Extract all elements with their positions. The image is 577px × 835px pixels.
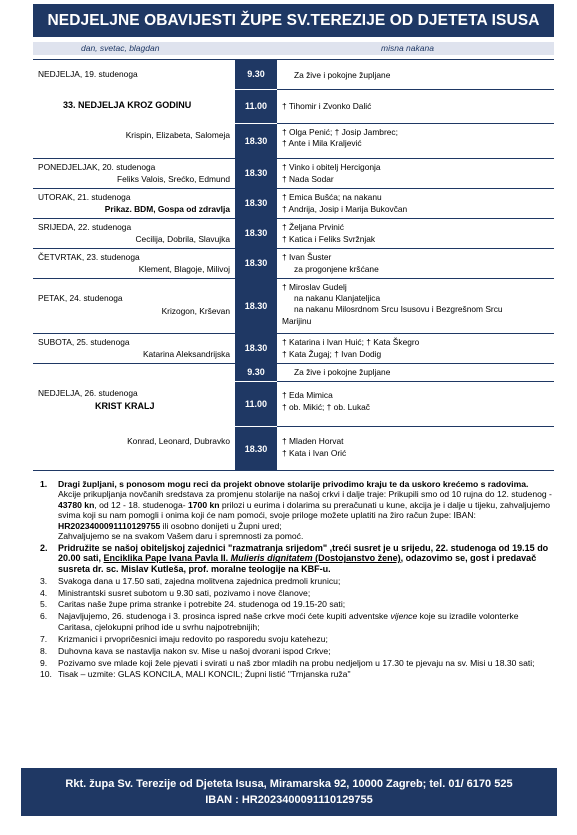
intention: † Vinko i obitelj Hercigonja [282, 162, 381, 172]
table-row [33, 159, 554, 189]
mass-time: 18.30 [235, 334, 277, 363]
saints-label: Katarina Aleksandrijska [142, 349, 230, 359]
table-row [33, 189, 554, 219]
footer-iban: IBAN : HR2023400091110129755 [205, 794, 373, 806]
mass-time: 9.30 [235, 364, 277, 381]
intention: † Ante i Mila Kraljević [282, 138, 362, 148]
item-heading: Dragi župljani, s ponosom mogu reci da projekt obnove stolarije privodimo kraju te da uskoro krećemo s radovima. [58, 479, 529, 489]
item-text: Ministrantski susret subotom u 9.30 sati, pozivamo i nove članove; [58, 587, 311, 598]
intention: † ob. Mikić; † ob. Lukač [282, 402, 370, 412]
table-header [33, 42, 554, 55]
intention: za progonjene kršćane [294, 264, 379, 274]
saints-label: Feliks Valois, Srećko, Edmund [117, 174, 230, 184]
intention: † Ivan Šuster [282, 252, 332, 262]
list-item [40, 599, 554, 609]
intention: Za žive i pokojne župljane [294, 367, 391, 377]
item-number: 1. [40, 479, 48, 489]
item-number: 2. [40, 542, 48, 553]
item-number: 3. [40, 575, 48, 586]
item-number: 4. [40, 587, 48, 598]
intention: na nakanu Klanjateljica [294, 293, 381, 303]
item-text: Caritas naše župe prima stranke i potrebite 24. studenoga od 19.15-20 sati; [58, 599, 346, 610]
list-item [40, 543, 554, 574]
mass-time: 11.00 [235, 89, 277, 123]
saints-label: Cecilija, Dobrila, Slavujka [135, 234, 230, 244]
item-text: Tisak – uzmite: GLAS KONCILA, MALI KONCIL; Župni listić "Trnjanska ruža" [58, 669, 351, 680]
page-title [33, 4, 554, 37]
table-row [33, 279, 554, 334]
saints-label: Klement, Blagoje, Milivoj [138, 264, 230, 274]
intention: † Eda Mimica [282, 390, 333, 400]
intention: † Tihomir i Zvonko Dalić [282, 101, 372, 111]
item-number: 9. [40, 657, 48, 668]
item-body: Zahvaljujemo se na svakom Vašem daru i spremnosti za pomoć. [58, 531, 304, 542]
table-row [33, 249, 554, 279]
day-label: PETAK, 24. studenoga [38, 293, 123, 303]
item-text: Pridružite se našoj obiteljskoj zajednici "razmatranja srijedom" ,treći susret je u srijedu, 22. studenoga od 19.15 do 20.00 sati, Enciklika Pape Ivana Pavla II. Mulieris dignitatem (Dostojanstvo žene), odazovimo se, gost i predavač susreta dr. sc. Mislav Kutleša, prof. moralne teologije na KBF-u. [58, 542, 549, 574]
list-item [40, 658, 554, 668]
intention: † Nada Sodar [282, 174, 334, 184]
list-item [40, 576, 554, 586]
list-item [40, 479, 554, 541]
saints-label: Krizogon, Krševan [161, 306, 230, 316]
header-left: dan, svetac, blagdan [81, 43, 160, 53]
item-number: 6. [40, 611, 48, 622]
feast-label: 33. NEDJELJA KROZ GODINU [63, 100, 192, 110]
intention: † Katarina i Ivan Huić; † Kata Škegro [282, 337, 420, 347]
item-text: Krizmanici i prvopričesnici imaju redovito po rasporedu svoju katehezu; [58, 633, 328, 644]
item-text: Svakoga dana u 17.50 sati, zajedna molitvena zajednica predmoli krunicu; [58, 575, 341, 586]
mass-time: 18.30 [235, 219, 277, 248]
day-label: PONEDJELJAK, 20. studenoga [38, 162, 156, 172]
intention: na nakanu Milosrdnom Srcu Isusovu i Bezgrešnom Srcu [294, 304, 503, 314]
intention: † Katica i Feliks Svržnjak [282, 234, 376, 244]
mass-time: 18.30 [235, 249, 277, 278]
table-row [33, 219, 554, 249]
item-text: Pozivamo sve mlade koji žele pjevati i svirati u naš zbor mladih na probu nedjeljom u 17.30 te pjevaju na sv. Misi u 18.30 sati; [58, 657, 535, 668]
announcements-list [40, 479, 554, 681]
item-number: 7. [40, 633, 48, 644]
item-body: Akcije prikupljanja novčanih sredstava za promjenu stolarije na našoj crkvi i dalje traje: Prikupili smo od 10 rujna do 12. studenog - 43780 kn, od 12 - 18. studenoga- 1700 kn prilozi u eurima i dolarima su preračunati u kune, akcija je i dalje u tijeku, zahvaljujemo svima koji su nam pomogli i onima koji će nam pomoći, svoje priloge možete uplatiti na žiro račun župe: IBAN: HR2023400091110129755 ili osobno donijeti u Župni ured; [58, 489, 552, 531]
table-row [33, 60, 554, 159]
day-label: SRIJEDA, 22. studenoga [38, 222, 132, 232]
header-right: misna nakana [381, 43, 434, 53]
list-item [40, 669, 554, 679]
footer-address: Rkt. župa Sv. Terezije od Djeteta Isusa, Miramarska 92, 10000 Zagreb; tel. 01/ 6170 525 [65, 778, 513, 790]
intention: † Kata Žugaj; † Ivan Dodig [282, 349, 382, 359]
table-row [33, 334, 554, 364]
table-row [33, 364, 554, 471]
intention: † Željana Prvinić [282, 222, 344, 232]
feast-label: Prikaz. BDM, Gospa od zdravlja [104, 204, 230, 214]
mass-time: 18.30 [235, 189, 277, 218]
mass-time: 18.30 [235, 123, 277, 159]
day-label: NEDJELJA, 26. studenoga [38, 388, 138, 398]
mass-time: 11.00 [235, 381, 277, 426]
intention: † Emica Bušća; na nakanu [282, 192, 382, 202]
mass-time: 9.30 [235, 60, 277, 89]
list-item [40, 646, 554, 656]
item-text [58, 479, 554, 541]
day-label: ČETVRTAK, 23. studenoga [38, 252, 140, 262]
day-label: UTORAK, 21. studenoga [38, 192, 131, 202]
mass-time: 18.30 [235, 426, 277, 471]
list-item [40, 634, 554, 644]
day-label: NEDJELJA, 19. studenoga [38, 69, 138, 79]
item-text: Duhovna kava se nastavlja nakon sv. Mise u našoj dvorani ispod Crkve; [58, 645, 331, 656]
mass-time: 18.30 [235, 159, 277, 188]
list-item [40, 611, 554, 632]
intention: Marijinu [282, 316, 312, 326]
intention: Za žive i pokojne župljane [294, 70, 391, 80]
footer [21, 768, 557, 816]
list-item [40, 588, 554, 598]
saints-label: Krispin, Elizabeta, Salomeja [125, 130, 230, 140]
intention: † Miroslav Gudelj [282, 282, 347, 292]
day-label: SUBOTA, 25. studenoga [38, 337, 130, 347]
item-number: 8. [40, 645, 48, 656]
title-text: NEDJELJNE OBAVIJESTI ŽUPE SV.TEREZIJE OD DJETETA ISUSA [47, 11, 540, 29]
intention: † Olga Penić; † Josip Jambrec; [282, 127, 398, 137]
feast-label: KRIST KRALJ [95, 401, 155, 411]
intention: † Andrija, Josip i Marija Bukovčan [282, 204, 408, 214]
mass-time: 18.30 [235, 279, 277, 333]
saints-label: Konrad, Leonard, Dubravko [127, 436, 230, 446]
item-text: Najavljujemo, 26. studenoga i 3. prosinca ispred naše crkve moći ćete kupiti adventske vijence koje su izradile volonterke Caritasa, cjelokupni prihod ide u svrhu najpotrebnijih; [58, 611, 519, 632]
item-number: 5. [40, 599, 48, 610]
item-number: 10. [40, 669, 52, 680]
mass-schedule-table [33, 59, 554, 471]
intention: † Mladen Horvat [282, 436, 344, 446]
intention: † Kata i Ivan Orić [282, 448, 347, 458]
